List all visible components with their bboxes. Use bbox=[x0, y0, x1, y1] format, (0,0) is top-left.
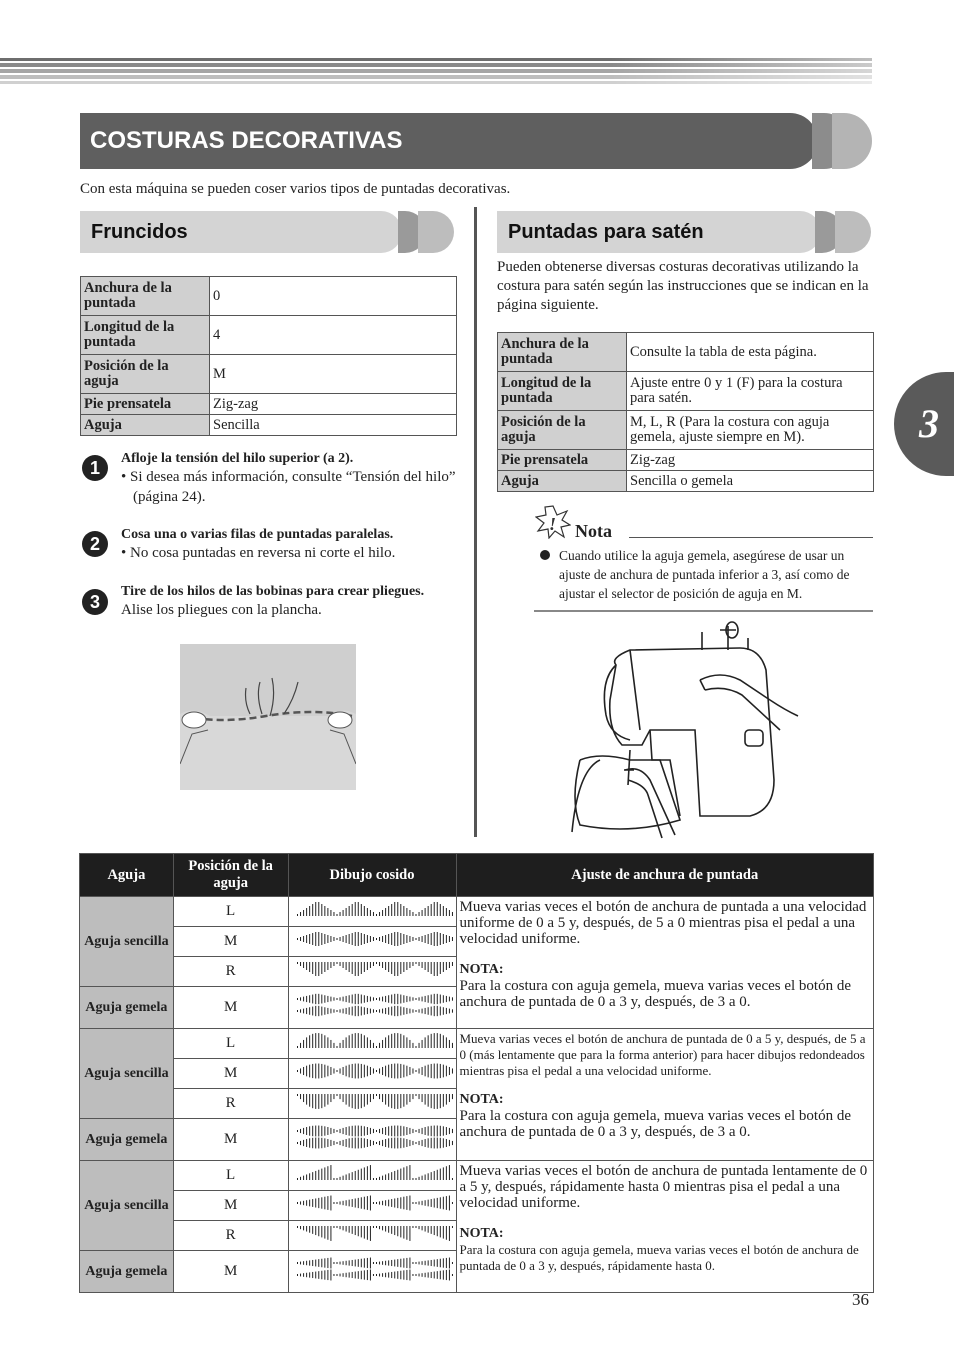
setting-value: Zig-zag bbox=[210, 394, 457, 415]
setting-value: Consulte la tabla de esta página. bbox=[627, 333, 874, 372]
stitch-pattern-image bbox=[289, 1089, 456, 1113]
setting-key: Posición de la aguja bbox=[498, 411, 627, 450]
header-dibujo: Dibujo cosido bbox=[288, 854, 456, 897]
needle-position: R bbox=[173, 957, 288, 987]
needle-type: Aguja sencilla bbox=[80, 1161, 174, 1251]
setting-key: Pie prensatela bbox=[81, 394, 210, 415]
stitch-pattern-image bbox=[289, 1119, 456, 1155]
page-title: COSTURAS DECORATIVAS bbox=[80, 113, 818, 169]
stitch-pattern bbox=[288, 1059, 456, 1089]
group-description bbox=[456, 1029, 874, 1161]
step-3 bbox=[121, 584, 466, 620]
step-number-1: 1 bbox=[82, 455, 108, 481]
step-title: Afloje la tensión del hilo superior (a 2). bbox=[121, 451, 354, 466]
section-title-fruncidos: Fruncidos bbox=[80, 211, 402, 253]
stitch-pattern-image bbox=[289, 927, 456, 951]
step-2 bbox=[121, 527, 466, 563]
saten-settings-table bbox=[497, 332, 874, 492]
setting-value: 0 bbox=[210, 277, 457, 316]
setting-key: Posición de la aguja bbox=[81, 355, 210, 394]
stitch-pattern-image bbox=[289, 1251, 456, 1287]
setting-value: Sencilla o gemela bbox=[627, 471, 874, 492]
needle-type: Aguja gemela bbox=[80, 987, 174, 1029]
step-title: Tire de los hilos de las bobinas para crear pliegues. bbox=[121, 584, 425, 599]
setting-key: Longitud de la puntada bbox=[498, 372, 627, 411]
description-text: Mueva varias veces el botón de anchura de puntada lentamente de 0 a 5 y, después, rápidamente hasta 0 mientras pisa el pedal a una velocidad uniforme. bbox=[459, 1163, 868, 1211]
needle-type: Aguja gemela bbox=[80, 1119, 174, 1161]
svg-text:!: ! bbox=[549, 514, 557, 534]
section-decoration bbox=[835, 211, 871, 253]
step-number-3: 3 bbox=[82, 589, 108, 615]
stitch-pattern-image bbox=[289, 987, 456, 1023]
column-divider bbox=[474, 207, 477, 837]
needle-type: Aguja sencilla bbox=[80, 1029, 174, 1119]
stitch-pattern-image bbox=[289, 1191, 456, 1215]
stitch-pattern bbox=[288, 927, 456, 957]
setting-value: 4 bbox=[210, 316, 457, 355]
note-rule bbox=[629, 537, 873, 538]
stitch-pattern bbox=[288, 1221, 456, 1251]
setting-key: Longitud de la puntada bbox=[81, 316, 210, 355]
setting-key: Anchura de la puntada bbox=[81, 277, 210, 316]
nota-label: NOTA: bbox=[459, 1092, 504, 1107]
fruncidos-settings-table bbox=[80, 276, 457, 436]
needle-position: R bbox=[173, 1089, 288, 1119]
setting-value: Zig-zag bbox=[627, 450, 874, 471]
stitch-pattern-image bbox=[289, 897, 456, 921]
note-bottom-rule bbox=[534, 610, 873, 612]
nota-text: Para la costura con aguja gemela, mueva varias veces el botón de anchura de puntada de 0 a 3 y, después, de 3 a 0. bbox=[459, 978, 852, 1010]
setting-key: Pie prensatela bbox=[498, 450, 627, 471]
description-text: Mueva varias veces el botón de anchura de puntada de 0 a 5 y, después, de 5 a 0 (más lentamente que para la forma anterior) para hacer dibujos redondeados mientras pisa el pedal a una velocidad uniforme. bbox=[459, 1031, 866, 1078]
header-ajuste: Ajuste de anchura de puntada bbox=[456, 854, 874, 897]
page-number: 36 bbox=[852, 1290, 869, 1309]
stitch-pattern-image bbox=[289, 1059, 456, 1083]
setting-key: Aguja bbox=[498, 471, 627, 492]
note-text: Cuando utilice la aguja gemela, asegúrese de usar un ajuste de anchura de puntada inferior a 3, así como de ajustar el selector de posición de aguja en M. bbox=[559, 548, 850, 601]
stitch-pattern bbox=[288, 1161, 456, 1191]
stitch-pattern-image bbox=[289, 1029, 456, 1053]
setting-value: Ajuste entre 0 y 1 (F) para la costura para satén. bbox=[627, 372, 874, 411]
stitch-pattern bbox=[288, 1119, 456, 1161]
section-title-saten: Puntadas para satén bbox=[497, 211, 821, 253]
needle-position: M bbox=[173, 1191, 288, 1221]
gathering-illustration bbox=[180, 644, 356, 790]
needle-position: L bbox=[173, 897, 288, 927]
saten-intro: Pueden obtenerse diversas costuras decorativas utilizando la costura para satén según las instrucciones que se indican en la página siguiente. bbox=[497, 259, 869, 313]
header-posicion: Posición de la aguja bbox=[173, 854, 288, 897]
intro-text: Con esta máquina se pueden coser varios tipos de puntadas decorativas. bbox=[80, 181, 511, 197]
header-aguja: Aguja bbox=[80, 854, 174, 897]
step-number-2: 2 bbox=[82, 531, 108, 557]
needle-position: M bbox=[173, 1251, 288, 1293]
nota-label: NOTA: bbox=[459, 1226, 504, 1241]
needle-position: L bbox=[173, 1029, 288, 1059]
needle-position: M bbox=[173, 1119, 288, 1161]
setting-key: Aguja bbox=[81, 415, 210, 436]
needle-position: R bbox=[173, 1221, 288, 1251]
stitch-pattern bbox=[288, 987, 456, 1029]
title-decoration bbox=[832, 113, 872, 169]
sewing-machine-illustration bbox=[570, 620, 802, 842]
section-decoration bbox=[418, 211, 454, 253]
setting-key: Anchura de la puntada bbox=[498, 333, 627, 372]
step-text: • No cosa puntadas en reversa ni corte el hilo. bbox=[121, 545, 396, 561]
step-1 bbox=[121, 451, 461, 507]
needle-type: Aguja sencilla bbox=[80, 897, 174, 987]
stitch-pattern bbox=[288, 1089, 456, 1119]
chapter-tab: 3 bbox=[894, 372, 954, 476]
note-title: Nota bbox=[575, 521, 612, 541]
stitch-pattern-image bbox=[289, 1161, 456, 1185]
stitch-pattern bbox=[288, 897, 456, 927]
stitch-pattern-image bbox=[289, 957, 456, 981]
needle-position: M bbox=[173, 1059, 288, 1089]
nota-text: Para la costura con aguja gemela, mueva varias veces el botón de anchura de puntada de 0 a 3 y, después, de 3 a 0. bbox=[459, 1108, 852, 1140]
stitch-width-table bbox=[79, 853, 874, 1293]
nota-label: NOTA: bbox=[459, 962, 504, 977]
needle-position: M bbox=[173, 987, 288, 1029]
needle-position: L bbox=[173, 1161, 288, 1191]
step-text: Alise los pliegues con la plancha. bbox=[121, 602, 322, 618]
step-text: • Si desea más información, consulte “Tensión del hilo” (página 24). bbox=[121, 469, 456, 505]
step-title: Cosa una o varias filas de puntadas paralelas. bbox=[121, 527, 394, 542]
stitch-pattern bbox=[288, 1251, 456, 1293]
stitch-pattern-image bbox=[289, 1221, 456, 1245]
stitch-pattern bbox=[288, 1191, 456, 1221]
description-text: Mueva varias veces el botón de anchura de puntada a una velocidad uniforme de 0 a 5 y, después, de 5 a 0 mientras pisa el pedal a una velocidad uniforme. bbox=[459, 899, 867, 947]
setting-value: Sencilla bbox=[210, 415, 457, 436]
setting-value: M bbox=[210, 355, 457, 394]
header-stripes bbox=[0, 58, 872, 84]
needle-position: M bbox=[173, 927, 288, 957]
stitch-pattern bbox=[288, 957, 456, 987]
setting-value: M, L, R (Para la costura con aguja gemela, ajuste siempre en M). bbox=[627, 411, 874, 450]
stitch-pattern bbox=[288, 1029, 456, 1059]
note-icon bbox=[535, 505, 571, 539]
bullet-icon bbox=[540, 550, 550, 560]
group-description bbox=[456, 897, 874, 1029]
nota-text: Para la costura con aguja gemela, mueva varias veces el botón de anchura de puntada de 0 a 3 y, después, rápidamente hasta 0. bbox=[459, 1242, 859, 1273]
needle-type: Aguja gemela bbox=[80, 1251, 174, 1293]
group-description bbox=[456, 1161, 874, 1293]
